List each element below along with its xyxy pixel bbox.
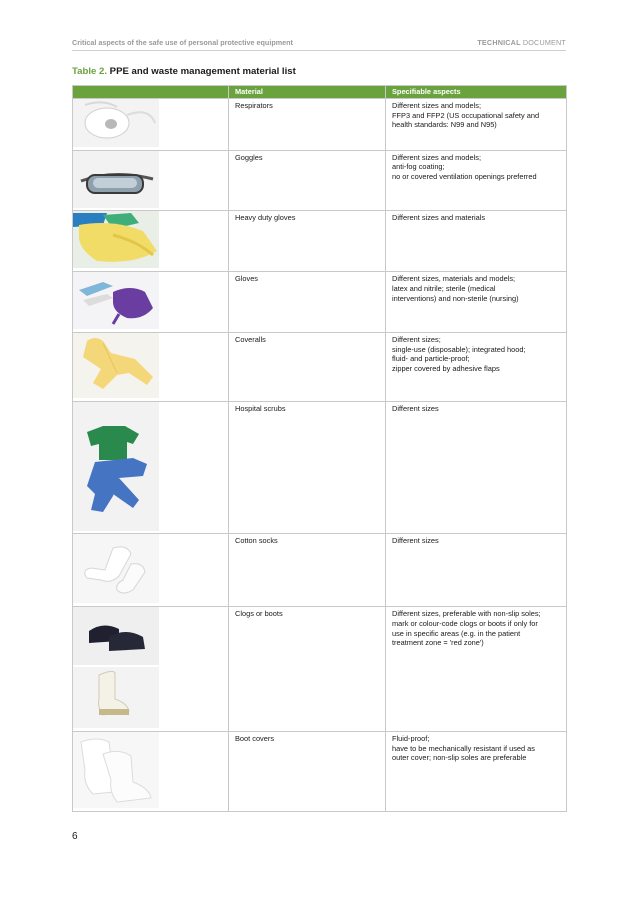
material-cell: Heavy duty gloves (229, 211, 386, 272)
boot-covers-image (73, 731, 229, 811)
goggles-image (73, 150, 229, 211)
material-cell: Cotton socks (229, 534, 386, 607)
header-title: Critical aspects of the safe use of personal protective equipment (72, 38, 293, 47)
spec-line: no or covered ventilation openings preferred (392, 172, 537, 182)
spec-line: fluid- and particle-proof; (392, 354, 470, 364)
table-row (73, 98, 567, 150)
material-cell: Goggles (229, 150, 386, 211)
table-row (73, 272, 567, 333)
spec-line: outer cover; non-slip soles are preferable (392, 753, 527, 763)
hospital-scrubs-image (73, 401, 229, 534)
material-cell: Boot covers (229, 731, 386, 811)
spec-line: Different sizes; (392, 334, 441, 344)
cotton-socks-image (73, 534, 229, 607)
material-cell: Coveralls (229, 332, 386, 401)
header-cell-image (73, 86, 229, 99)
heavy-duty-gloves-image (73, 211, 229, 272)
running-header (72, 36, 566, 51)
table-row (73, 211, 567, 272)
specs-cell (386, 272, 567, 333)
page-number: 6 (72, 831, 78, 842)
table-row (73, 401, 567, 534)
respirator-image (73, 98, 229, 150)
table-row (73, 731, 567, 811)
specs-cell (386, 211, 567, 272)
spec-line: Fluid-proof; (392, 733, 430, 743)
spec-line: mark or colour-code clogs or boots if only for (392, 618, 538, 628)
header-cell-material: Material (229, 86, 386, 99)
material-cell: Respirators (229, 98, 386, 150)
spec-line: interventions) and non-sterile (nursing) (392, 293, 519, 303)
spec-line: Different sizes and models; (392, 100, 482, 110)
spec-line: Different sizes (392, 536, 439, 546)
specs-cell (386, 401, 567, 534)
table-row (73, 332, 567, 401)
spec-line: health standards: N99 and N95) (392, 120, 497, 130)
table-header-row (73, 86, 567, 99)
header-doc-type-bold: TECHNICAL (477, 38, 521, 47)
spec-line: Different sizes, preferable with non-slip soles; (392, 609, 541, 619)
table-row (73, 534, 567, 607)
spec-line: single-use (disposable); integrated hood; (392, 344, 526, 354)
gloves-image (73, 272, 229, 333)
material-cell: Clogs or boots (229, 607, 386, 732)
specs-cell (386, 98, 567, 150)
table-caption-title: PPE and waste management material list (107, 66, 296, 77)
spec-line: Different sizes (392, 403, 439, 413)
coveralls-image (73, 332, 229, 401)
spec-line: have to be mechanically resistant if used as (392, 743, 535, 753)
spec-line: anti-fog coating; (392, 162, 445, 172)
table-row (73, 150, 567, 211)
specs-cell (386, 332, 567, 401)
specs-cell (386, 731, 567, 811)
spec-line: treatment zone = 'red zone') (392, 638, 484, 648)
header-cell-specs: Specifiable aspects (386, 86, 567, 99)
spec-line: Different sizes and models; (392, 152, 482, 162)
table-caption-number: Table 2. (72, 66, 108, 77)
specs-cell (386, 534, 567, 607)
spec-line: use in specific areas (e.g. in the patient (392, 628, 521, 638)
material-cell: Gloves (229, 272, 386, 333)
table-row (73, 607, 567, 732)
spec-line: FFP3 and FFP2 (US occupational safety and (392, 110, 540, 120)
spec-line: Different sizes and materials (392, 213, 486, 223)
spec-line: Different sizes, materials and models; (392, 274, 516, 284)
ppe-material-table (72, 85, 567, 812)
specs-cell (386, 607, 567, 732)
header-doc-type-light: DOCUMENT (520, 38, 566, 47)
clogs-boots-image (73, 607, 229, 732)
header-doc-type (477, 38, 566, 47)
spec-line: zipper covered by adhesive flaps (392, 364, 500, 374)
specs-cell (386, 150, 567, 211)
material-cell: Hospital scrubs (229, 401, 386, 534)
table-caption (72, 66, 296, 77)
spec-line: latex and nitrile; sterile (medical (392, 283, 496, 293)
